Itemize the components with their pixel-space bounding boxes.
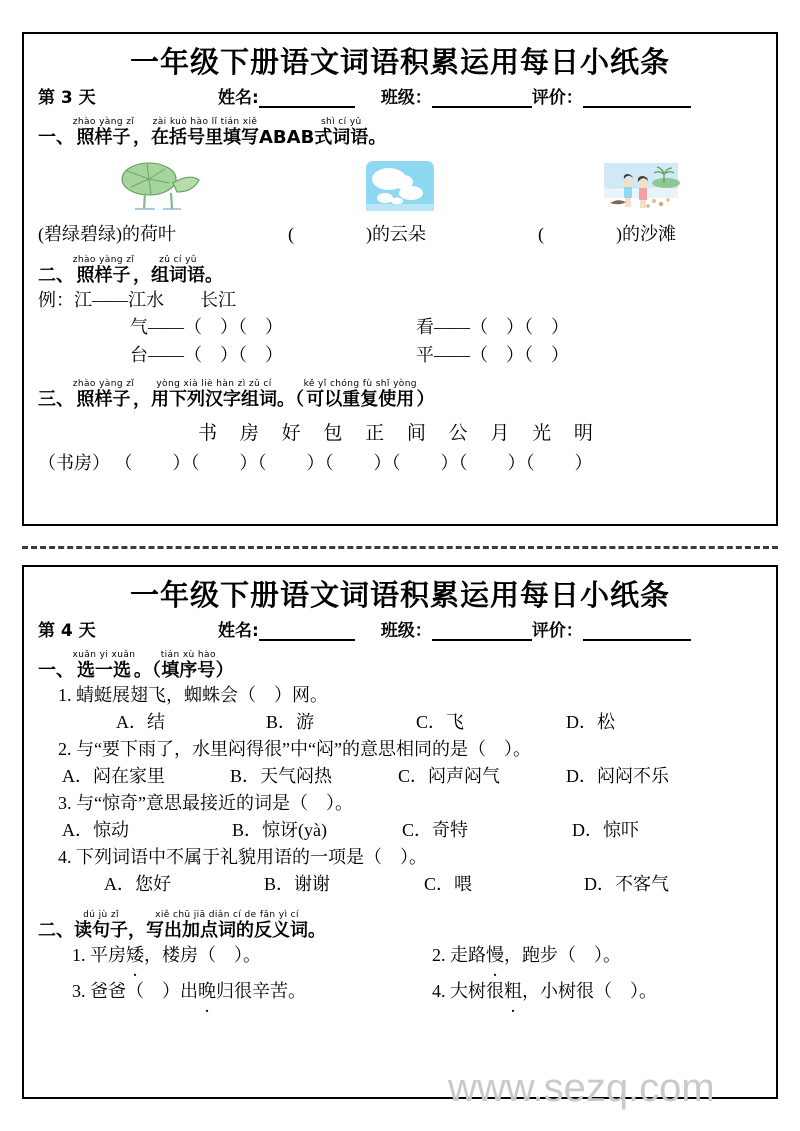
blank-box-3[interactable]: （ ） [257, 453, 325, 474]
question-4-options [24, 871, 776, 898]
paren-open-2: ( [288, 224, 294, 245]
question-3-option-d[interactable]: D．惊吓 [572, 820, 639, 841]
blank-box-2[interactable]: （ ） [190, 453, 258, 474]
ruby-keyichongfu-3: 可以重复使用kě yǐ chóng fù shǐ yòng [303, 379, 417, 411]
example-line-day3: 例：江——江水 长江 [38, 290, 236, 311]
question-4-option-d[interactable]: D．不客气 [584, 874, 669, 895]
question-1-options [24, 709, 776, 736]
name-label-day3: 姓名: [218, 88, 259, 109]
eval-label-day4: 评价： [531, 621, 583, 642]
antonym-1-post: ，楼房（ ）。 [144, 945, 261, 966]
question-1-number: 1. [58, 685, 72, 706]
word-row-2 [24, 342, 776, 370]
question-1-option-a[interactable]: A．结 [116, 712, 165, 733]
question-3-number: 3. [58, 793, 72, 814]
worksheet-title-day4: 一年级下册语文词语积累运用每日小纸条 [129, 578, 670, 612]
answer-cell-2[interactable] [262, 220, 512, 246]
day-label-day4: 第 4 天 [38, 621, 96, 642]
period-1: 。 [368, 127, 387, 149]
period-d4: 。 [308, 920, 326, 942]
blank-box-4[interactable]: （ ） [324, 453, 392, 474]
ruby-shiciyu-1: 式词语shì cí yǔ [314, 117, 369, 149]
cloud-picture [363, 157, 437, 215]
class-label-day4: 班级： [380, 621, 432, 642]
question-2-number: 2. [58, 739, 72, 760]
question-2-option-d[interactable]: D．闷闷不乐 [566, 766, 669, 787]
question-4 [24, 844, 776, 871]
question-1 [24, 682, 776, 709]
question-3 [24, 790, 776, 817]
ruby-dujuzi: 读句子dú jù zǐ [74, 910, 128, 942]
ruby-yongxialie-3: 用下列汉字组词yòng xià liè hàn zì zǔ cí [151, 379, 277, 411]
name-field-day3[interactable] [218, 83, 355, 108]
antonym-item-1[interactable] [38, 942, 398, 970]
answer-box-row-day3 [24, 445, 776, 475]
answer-suffix-3: 的沙滩 [622, 224, 676, 245]
section-number-3-day3: 三、 [38, 389, 74, 411]
ruby-zhaoyangzi-2: 照样子zhào yàng zǐ [72, 255, 135, 287]
answer-row-day3 [24, 220, 776, 246]
antonym-4-dotted-word: 粗 [504, 981, 522, 1002]
section-heading-3-day3 [24, 379, 776, 411]
name-input-rule-day4[interactable] [259, 624, 355, 641]
word-row-1-left[interactable]: 气——（ ）（ ） [130, 317, 283, 338]
picture-row-day3 [24, 153, 776, 215]
antonym-3-dotted-word: 晚 [198, 981, 216, 1002]
worksheet-day4 [22, 565, 778, 1099]
antonym-item-3[interactable] [38, 978, 398, 1006]
paren-close-3: ) [616, 224, 622, 245]
antonym-1-dotted-word: 矮 [126, 945, 144, 966]
ruby-zhaoyangzi-3: 照样子zhào yàng zǐ [72, 379, 135, 411]
blank-box-7[interactable]: （ ） [525, 453, 593, 474]
question-1-option-b[interactable]: B．游 [266, 712, 315, 733]
question-3-option-b[interactable]: B．惊讶(yà) [232, 820, 327, 841]
question-2-stem[interactable]: 与“要下雨了，水里闷得很”中“闷”的意思相同的是（ ）。 [76, 739, 531, 760]
picture-cell-1 [38, 153, 279, 215]
paren-open-3s: 。（ [277, 389, 304, 411]
question-4-option-b[interactable]: B．谢谢 [264, 874, 331, 895]
ruby-xuanyixuan: 选一选xuǎn yi xuǎn [72, 650, 136, 682]
cut-line-divider [22, 546, 778, 549]
comma-1: ， [133, 127, 151, 149]
paren-close-2: ) [366, 224, 372, 245]
name-field-day4[interactable] [218, 616, 355, 641]
question-1-option-c[interactable]: C．飞 [416, 712, 465, 733]
ruby-tianxuhao: 填序号tián xù hào [160, 650, 216, 682]
worksheet-day3 [22, 32, 778, 526]
ruby-zhaoyangzi-1: 照样子zhào yàng zǐ [72, 117, 135, 149]
antonym-3-post: 归很辛苦。 [216, 981, 306, 1002]
answer-filled-1: (碧绿碧绿) [38, 224, 122, 245]
antonym-1-pre: 平房 [90, 945, 126, 966]
section-heading-1-day4 [24, 650, 776, 682]
picture-cell-3 [521, 153, 762, 215]
word-row-2-right[interactable]: 平——（ ）（ ） [416, 345, 569, 366]
eval-field-day4[interactable] [532, 616, 691, 641]
question-2-options [24, 763, 776, 790]
abab-text: ABAB [259, 127, 315, 149]
paren-open-3: ( [538, 224, 544, 245]
answer-suffix-1: 的荷叶 [122, 224, 176, 245]
worksheet-title-day3: 一年级下册语文词语积累运用每日小纸条 [129, 45, 670, 79]
answer-cell-1[interactable] [38, 220, 262, 246]
period-2: 。 [205, 265, 223, 287]
question-4-number: 4. [58, 847, 72, 868]
section-number-1-day3: 一、 [38, 127, 74, 149]
day-label-day3: 第 3 天 [38, 88, 96, 109]
antonym-2-post: ，跑步（ ）。 [504, 945, 621, 966]
question-3-options [24, 817, 776, 844]
eval-label-day3: 评价： [531, 88, 583, 109]
comma-d4: ， [128, 920, 146, 942]
picture-cell-2 [279, 153, 520, 215]
blank-box-5[interactable]: （ ） [391, 453, 459, 474]
header-row-day4 [24, 616, 776, 641]
antonym-item-4[interactable] [398, 978, 657, 1006]
question-3-stem[interactable]: 与“惊奇”意思最接近的词是（ ）。 [76, 793, 353, 814]
class-input-rule-day3[interactable] [432, 91, 532, 108]
beach-picture [598, 157, 684, 215]
section-number-1-day4: 一、 [38, 660, 74, 682]
blank-box-6[interactable]: （ ） [458, 453, 526, 474]
antonym-item-2[interactable] [398, 942, 621, 970]
question-4-stem[interactable]: 下列词语中不属于礼貌用语的一项是（ ）。 [76, 847, 427, 868]
name-label-day4: 姓名: [218, 621, 259, 642]
antonym-1-number: 1. [72, 945, 86, 966]
header-row-day3 [24, 83, 776, 108]
paren-close-3s: ） [416, 389, 435, 411]
class-field-day4[interactable] [381, 616, 532, 641]
eval-input-rule-day3[interactable] [583, 91, 691, 108]
ruby-zaikuohaoli-1: 在括号里填写zài kuò hào lǐ tián xiě [151, 117, 259, 149]
question-4-option-a[interactable]: A．您好 [104, 874, 171, 895]
character-list-day3: 书 房 好 包 正 间 公 月 光 明 [198, 423, 602, 445]
question-1-stem[interactable]: 蜻蜓展翅飞，蜘蛛会（ ）网。 [76, 685, 328, 706]
example-box-day3: （书房） [38, 453, 110, 474]
blank-box-1[interactable]: （ ） [114, 453, 191, 474]
question-1-option-d[interactable]: D．松 [566, 712, 615, 733]
ruby-xiechujiadianci: 写出加点词的反义词xiě chū jiā diǎn cí de fǎn yì cí [146, 910, 308, 942]
antonym-2-number: 2. [432, 945, 446, 966]
section-heading-2-day4 [24, 910, 776, 942]
question-2 [24, 736, 776, 763]
section-number-2-day3: 二、 [38, 265, 74, 287]
question-3-option-a[interactable]: A．惊动 [62, 820, 129, 841]
question-2-option-b[interactable]: B．天气闷热 [230, 766, 333, 787]
section-heading-1-day3 [24, 117, 776, 149]
antonym-3-pre: 爸爸（ ）出 [90, 981, 198, 1002]
class-label-day3: 班级： [380, 88, 432, 109]
eval-input-rule-day4[interactable] [583, 624, 691, 641]
paren-open-d4: 。（ [133, 660, 161, 682]
question-4-option-c[interactable]: C．喂 [424, 874, 473, 895]
antonym-4-pre: 大树很 [450, 981, 504, 1002]
antonym-4-post: ，小树很（ ）。 [522, 981, 657, 1002]
section-number-2-day4: 二、 [38, 920, 74, 942]
eval-field-day3[interactable] [532, 83, 691, 108]
ruby-zuciyu-2: 组词语zǔ cí yǔ [151, 255, 205, 287]
antonym-row-1 [24, 942, 776, 970]
lotus-leaf-picture [113, 157, 205, 215]
word-row-1 [24, 314, 776, 342]
class-input-rule-day4[interactable] [432, 624, 532, 641]
antonym-2-pre: 走路 [450, 945, 486, 966]
site-watermark: www.sezq.com [448, 1066, 715, 1110]
question-3-option-c[interactable]: C．奇特 [402, 820, 469, 841]
comma-3: ， [133, 389, 151, 411]
antonym-3-number: 3. [72, 981, 86, 1002]
answer-cell-3[interactable] [512, 220, 762, 246]
word-row-1-right[interactable]: 看——（ ）（ ） [416, 317, 569, 338]
name-input-rule-day3[interactable] [259, 91, 355, 108]
word-row-2-left[interactable]: 台——（ ）（ ） [130, 345, 283, 366]
class-field-day3[interactable] [381, 83, 532, 108]
antonym-4-number: 4. [432, 981, 446, 1002]
antonym-2-dotted-word: 慢 [486, 945, 504, 966]
paren-close-d4: ） [215, 660, 234, 682]
answer-suffix-2: 的云朵 [372, 224, 426, 245]
section-heading-2-day3 [24, 255, 776, 287]
question-2-option-c[interactable]: C．闷声闷气 [398, 766, 501, 787]
comma-2: ， [133, 265, 151, 287]
question-2-option-a[interactable]: A．闷在家里 [62, 766, 165, 787]
